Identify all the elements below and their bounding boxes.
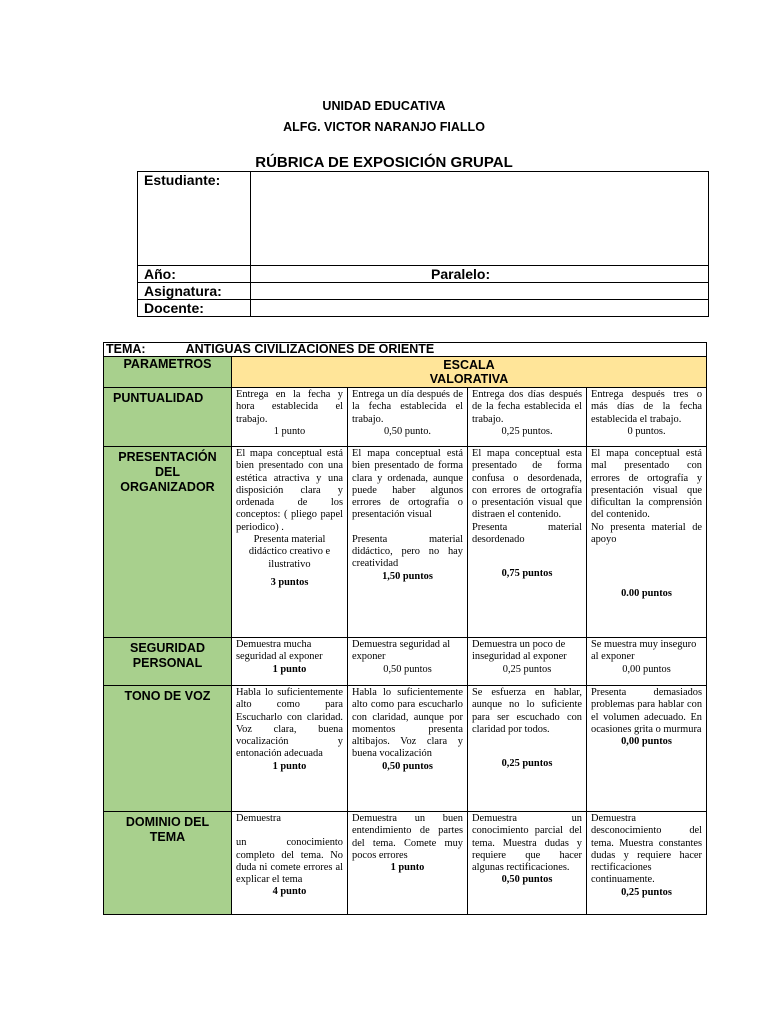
param-seguridad: SEGURIDAD PERSONAL <box>104 638 232 686</box>
cell-extra: Presenta material desordenado <box>472 521 582 546</box>
cell-extra: un conocimiento completo del tema. No duda ni comete errores al explicar el tema <box>236 837 343 886</box>
cell-text: Entrega en la fecha y hora establecida el trabajo. <box>236 389 343 425</box>
cell-text: Demuestra un buen entendimiento de partes del tema. Comete muy pocos errores <box>352 813 463 861</box>
docente-label: Docente: <box>138 300 251 317</box>
rubric-table <box>103 342 707 915</box>
param-presentacion: PRESENTACIÓN DEL ORGANIZADOR <box>104 447 232 638</box>
escala-header <box>232 357 707 388</box>
cell-points: 0,00 puntos <box>622 663 671 675</box>
rubric-cell <box>232 686 348 812</box>
cell-points: 0,25 puntos <box>501 758 553 770</box>
estudiante-field[interactable] <box>251 172 709 266</box>
param-puntualidad: PUNTUALIDAD <box>104 388 232 447</box>
table-row <box>104 447 707 638</box>
school-name-line1: UNIDAD EDUCATIVA <box>322 99 446 113</box>
rubric-cell <box>232 447 348 638</box>
cell-text: Demuestra mucha seguridad al exponer <box>236 639 323 663</box>
cell-points: 0,25 puntos <box>621 886 672 898</box>
cell-text: Presenta demasiados problemas para hablar con el volumen adecuado. En ocasiones grita o murmura <box>591 687 703 735</box>
rubric-cell <box>468 686 587 812</box>
cell-points: 3 puntos <box>270 576 309 588</box>
cell-points: 0,00 puntos <box>621 736 672 748</box>
cell-text: El mapa conceptual está mal presentado con errores de ortografía y presentación visual que dificultan la comprensión del contenido. <box>591 448 703 521</box>
rubric-cell <box>232 638 348 686</box>
cell-points: 1 punto <box>273 425 306 437</box>
cell-extra: Presenta material didáctico, pero no hay creatividad <box>352 533 463 570</box>
cell-text: El mapa conceptual está bien presentado de forma clara y ordenada, aunque puede haber algunos errores de ortografía o presentación visual <box>352 448 463 521</box>
rubric-cell <box>587 686 707 812</box>
cell-text: Entrega dos días después de la fecha establecida el trabajo. <box>472 389 582 425</box>
asignatura-field[interactable] <box>251 283 709 300</box>
docente-field[interactable] <box>251 300 709 317</box>
cell-points: 0,75 puntos <box>501 568 553 580</box>
student-info-table <box>137 171 709 317</box>
page-title: RÚBRICA DE EXPOSICIÓN GRUPAL <box>255 154 513 171</box>
table-row <box>104 686 707 812</box>
cell-text: Entrega un día después de la fecha establecida el trabajo. <box>352 389 463 425</box>
cell-text: Demuestra seguridad al exponer <box>352 639 451 663</box>
cell-points: 1 punto <box>390 862 425 874</box>
cell-points: 0,25 puntos. <box>501 425 553 437</box>
table-row <box>104 812 707 915</box>
escala-line2: VALORATIVA <box>429 372 509 386</box>
cell-text: Entrega después tres o más días de la fecha establecida el trabajo. <box>591 389 703 425</box>
tema-row <box>104 343 707 357</box>
cell-text: Se muestra muy inseguro al exponer <box>591 639 697 663</box>
cell-points: 4 punto <box>272 886 307 898</box>
cell-points: 0.00 puntos <box>621 588 672 600</box>
rubric-cell <box>348 388 468 447</box>
rubric-cell <box>587 447 707 638</box>
anio-label: Año: <box>138 266 251 283</box>
cell-text: El mapa conceptual está bien presentado con una estética atractiva y una disposición clara y ordenada de los conceptos: ( pliego papel periodico) . <box>236 448 343 533</box>
cell-points: 0,50 puntos <box>382 760 433 772</box>
cell-text: Habla lo suficientemente alto como para escucharlo con claridad, aunque por momentos presenta altibajos. Voz clara y buena vocalización <box>352 687 463 760</box>
escala-line1: ESCALA <box>443 358 495 372</box>
rubric-cell <box>587 388 707 447</box>
rubric-cell <box>348 812 468 915</box>
cell-text: Demuestra un conocimiento parcial del tema. Muestra dudas y requiere que hacer algunas rectificaciones. <box>472 813 582 874</box>
rubric-cell <box>468 812 587 915</box>
tema-value: ANTIGUAS CIVILIZACIONES DE ORIENTE <box>185 342 435 356</box>
cell-text: Demuestra un poco de inseguridad al exponer <box>472 639 567 663</box>
cell-text: Habla lo suficientemente alto como para Escucharlo con claridad. Voz clara, buena vocalización y entonación adecuada <box>236 687 343 760</box>
school-name-line2: ALFG. VICTOR NARANJO FIALLO <box>283 120 485 134</box>
cell-text: El mapa conceptual esta presentado de forma confusa o desordenada, con errores de ortografía o presentación visual que distraen el contenido. <box>472 448 582 521</box>
cell-points: 0,50 puntos <box>501 874 553 886</box>
cell-points: 0,50 puntos <box>383 663 432 675</box>
rubric-cell <box>348 638 468 686</box>
cell-text: Se esfuerza en hablar, aunque no lo suficiente para ser escuchado con claridad por todos. <box>472 687 582 735</box>
cell-points: 0 puntos. <box>627 425 666 437</box>
table-row <box>104 638 707 686</box>
asignatura-label: Asignatura: <box>138 283 251 300</box>
cell-points: 0,25 puntos <box>502 663 552 675</box>
rubric-cell <box>587 638 707 686</box>
rubric-cell <box>468 388 587 447</box>
cell-text: Demuestra desconocimiento del tema. Muestra constantes dudas y requiere hacer rectificaciones continuamente. <box>591 813 703 886</box>
rubric-cell <box>587 812 707 915</box>
rubric-cell <box>348 447 468 638</box>
rubric-cell <box>468 638 587 686</box>
parametros-header: PARAMETROS <box>104 357 232 388</box>
param-tono-de-voz: TONO DE VOZ <box>104 686 232 812</box>
cell-text: Demuestra <box>236 813 282 824</box>
cell-points: 1 punto <box>272 760 307 772</box>
cell-extra: Presenta material didáctico creativo e ilustrativo <box>248 534 331 570</box>
cell-points: 1 punto <box>272 663 307 675</box>
rubric-cell <box>232 812 348 915</box>
rubric-cell <box>468 447 587 638</box>
table-row <box>104 388 707 447</box>
estudiante-label: Estudiante: <box>138 172 251 266</box>
rubric-cell <box>348 686 468 812</box>
paralelo-label[interactable]: Paralelo: <box>251 266 709 283</box>
tema-label: TEMA: <box>106 342 146 356</box>
cell-points: 0,50 punto. <box>383 425 432 437</box>
rubric-cell <box>232 388 348 447</box>
cell-extra: No presenta material de apoyo <box>591 521 703 546</box>
param-dominio-del-tema: DOMINIO DEL TEMA <box>104 812 232 915</box>
cell-points: 1,50 puntos <box>382 570 433 582</box>
